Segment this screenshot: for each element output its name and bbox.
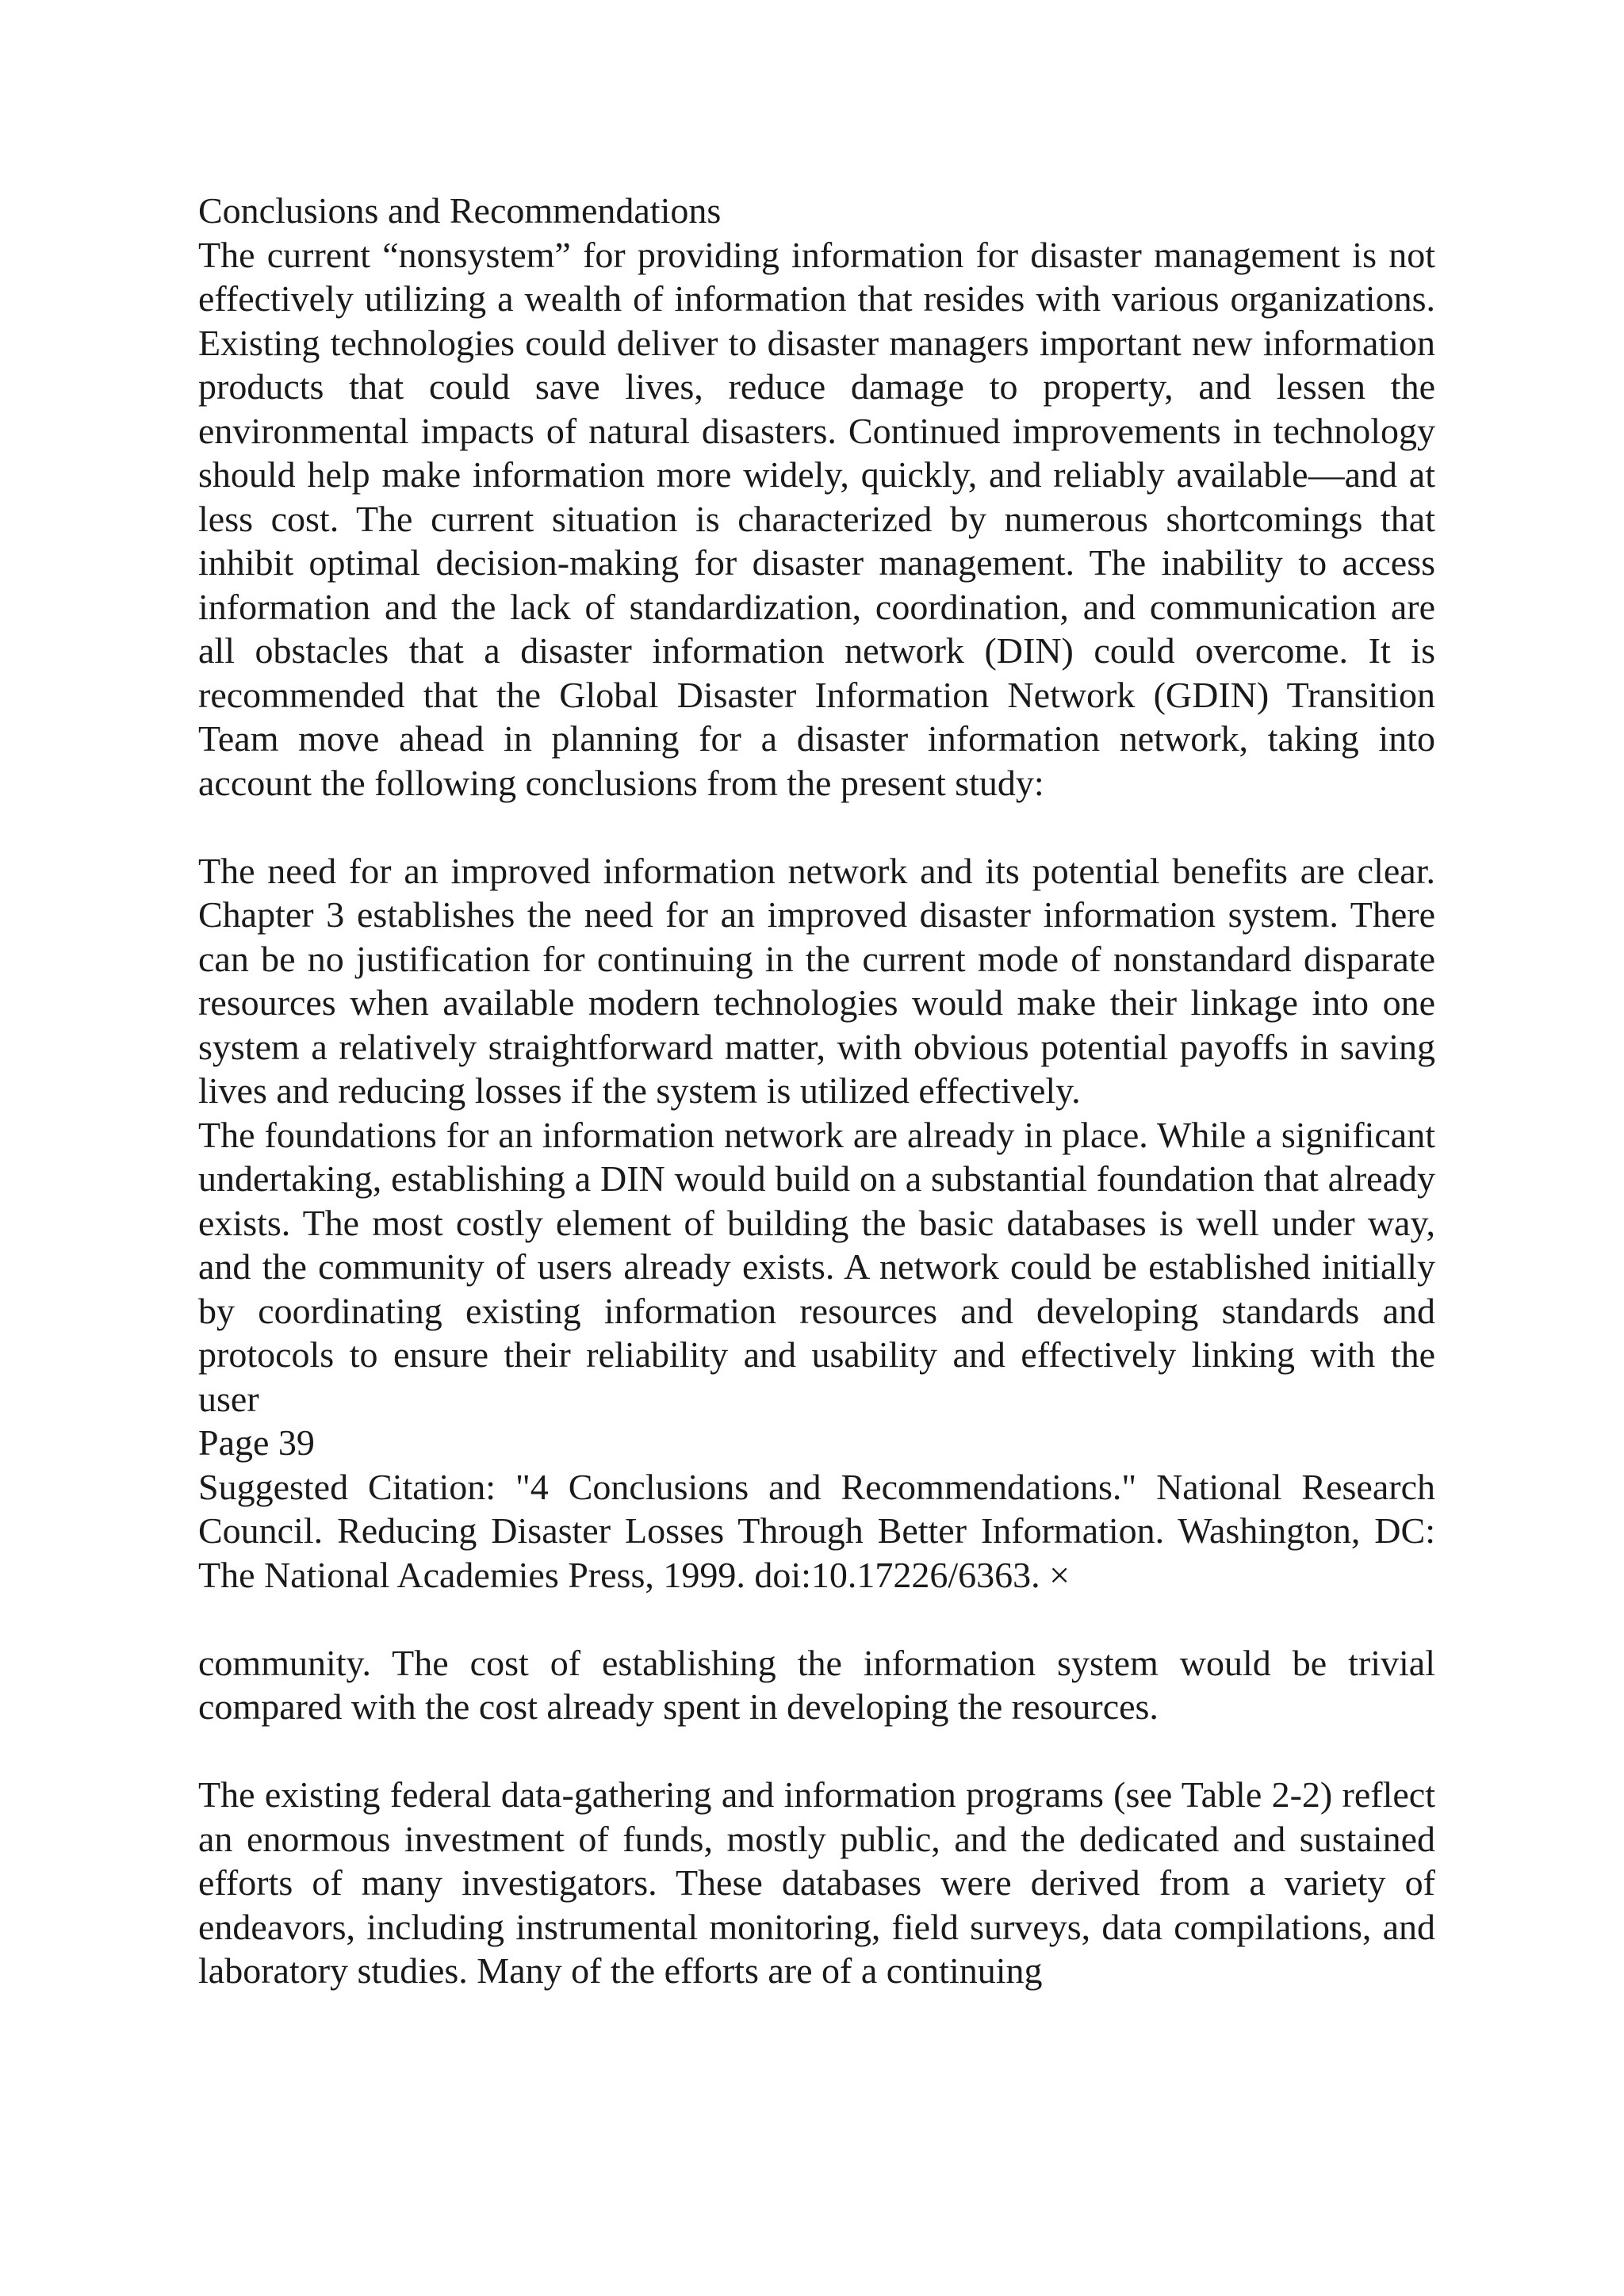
suggested-citation: Suggested Citation: "4 Conclusions and Recommendations." National Research Council. Reducing Disaster Losses Through Better Information. Washington, DC: The National Academies Press, 1999. doi:10.17226/6363. × — [198, 1466, 1435, 1595]
paragraph-need: The need for an improved information network and its potential benefits are clear. Chapter 3 establishes the need for an improved disaster information system. There can be no justification for continuing in the current mode of nonstandard disparate resources when available modern technologies would make their linkage into one system a relatively straightforward matter, with obvious potential payoffs in saving lives and reducing losses if the system is utilized effectively. — [198, 850, 1435, 1111]
section-heading: Conclusions and Recommendations — [198, 190, 722, 231]
page-number: Page 39 — [198, 1422, 315, 1463]
paragraph-community: community. The cost of establishing the information system would be trivial compared with the cost already spent in developing the resources. — [198, 1642, 1435, 1727]
paragraph-gap — [198, 1597, 1435, 1641]
document-page — [198, 189, 1435, 1993]
paragraph-intro: The current “nonsystem” for providing information for disaster management is not effectively utilizing a wealth of information that resides with various organizations. Existing technologies could deliver to disaster managers important new information products that could save lives, reduce damage to property, and lessen the environmental impacts of natural disasters. Continued improvements in technology should help make information more widely, quickly, and reliably available—and at less cost. The current situation is characterized by numerous shortcomings that inhibit optimal decision-making for disaster management. The inability to access information and the lack of standardization, coordination, and communication are all obstacles that a disaster information network (DIN) could overcome. It is recommended that the Global Disaster Information Network (GDIN) Transition Team move ahead in planning for a disaster information network, taking into account the following conclusions from the present study: — [198, 234, 1435, 803]
paragraph-gap — [198, 805, 1435, 849]
paragraph-foundations: The foundations for an information network are already in place. While a significant undertaking, establishing a DIN would build on a substantial foundation that already exists. The most costly element of building the basic databases is well under way, and the community of users already exists. A network could be established initially by coordinating existing information resources and developing standards and protocols to ensure their reliability and usability and effectively linking with the user — [198, 1114, 1435, 1419]
paragraph-gap — [198, 1729, 1435, 1774]
paragraph-federal-programs: The existing federal data-gathering and information programs (see Table 2-2) reflect an enormous investment of funds, mostly public, and the dedicated and sustained efforts of many investigators. These databases were derived from a variety of endeavors, including instrumental monitoring, field surveys, data compilations, and laboratory studies. Many of the efforts are of a continuing — [198, 1774, 1435, 1991]
